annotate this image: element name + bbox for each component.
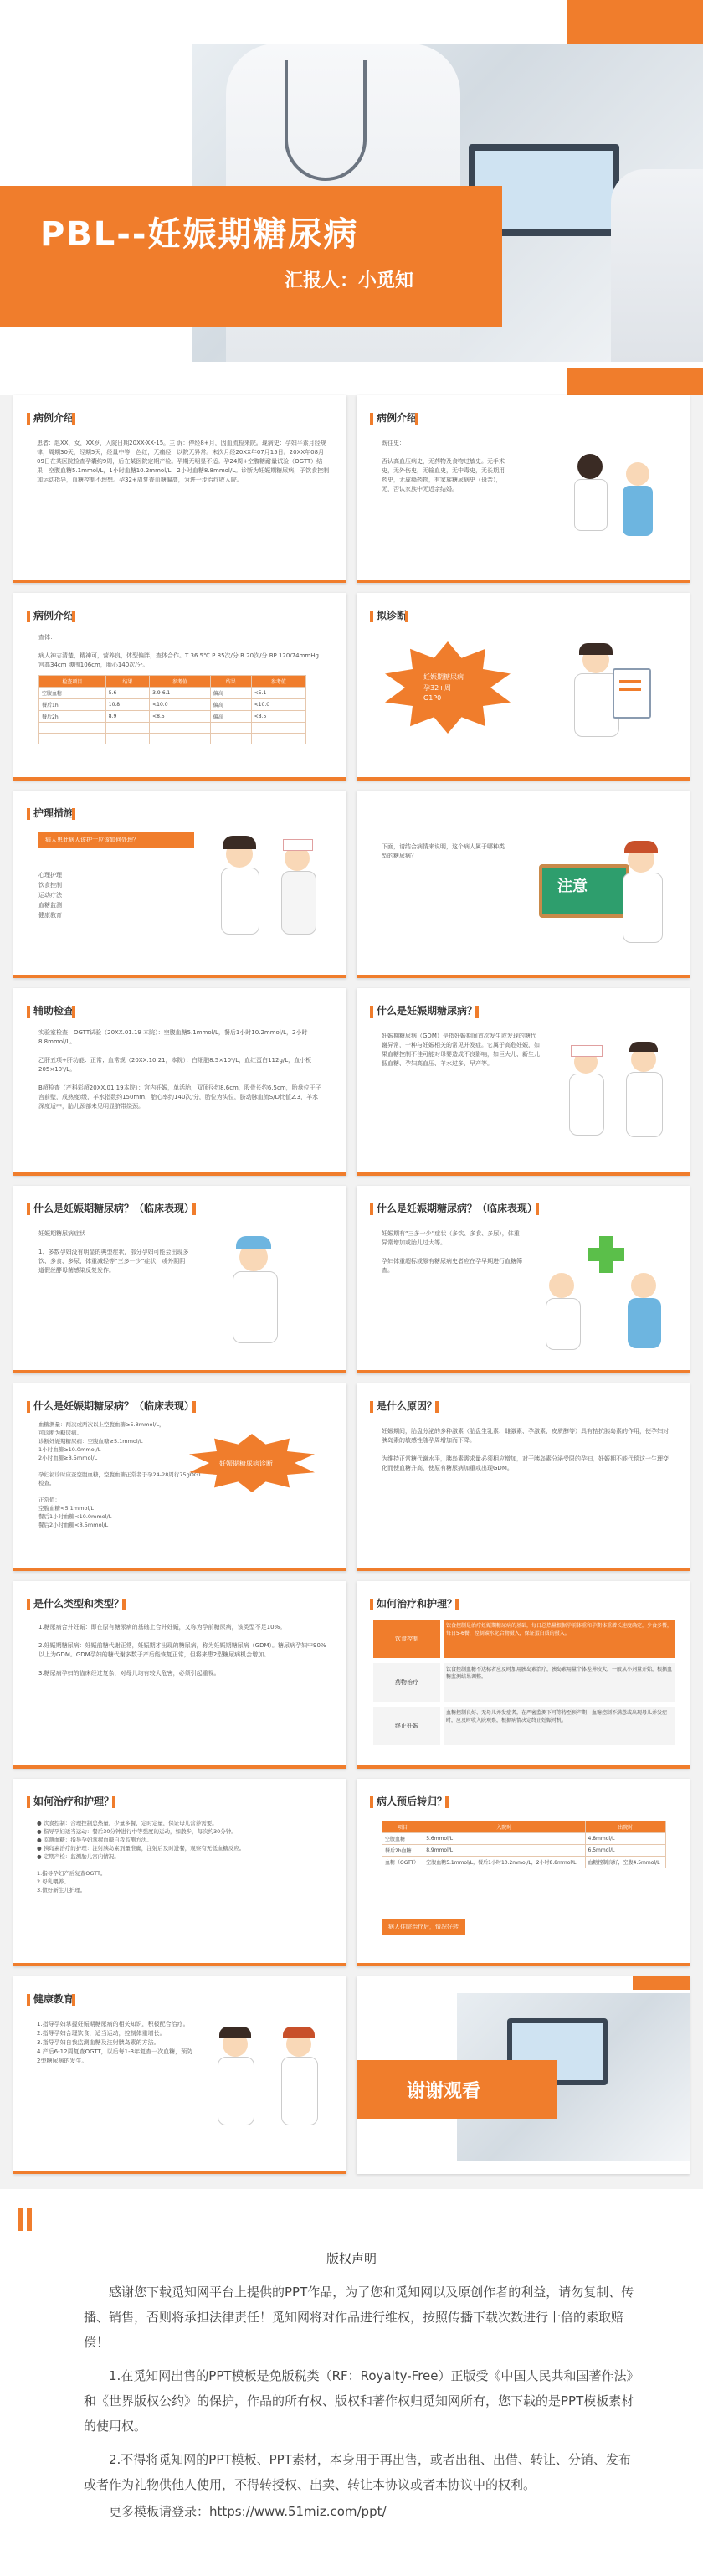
col-header: 结果 — [210, 676, 251, 688]
slide-case-intro-1 — [13, 395, 346, 583]
table-row: 餐后2h 8.9 <8.5 偏高 <8.5 — [39, 711, 306, 723]
table-row: 餐后1h 10.8 <10.0 偏高 <10.0 — [39, 699, 306, 711]
treatment-text: 血糖控制良好、无母儿并发症者，在严密监测下可等待至预产期；血糖控制不满意或出现母儿并发症时，应及时收入院观察，根据病情决定终止妊娠时机。 — [444, 1707, 675, 1745]
treatment-row — [373, 1663, 675, 1702]
slide-title: 辅助检查 — [27, 1003, 80, 1018]
bottom-bar — [357, 777, 690, 781]
slide-clinical-3 — [13, 1383, 346, 1571]
slide-title: 病例介绍 — [27, 410, 80, 425]
bottom-bar — [357, 580, 690, 583]
stethoscope — [285, 60, 367, 181]
copyright-accent — [27, 2208, 32, 2231]
cover-top-accent — [567, 0, 703, 44]
slide-text: ● 饮食控制：合理控制总热量，少量多餐，定时定量，保证母儿营养需要。 ● 指导孕妇适当运动：餐后30分钟进行中等强度的运动，如散步，每次约30分钟。 ● 监测血糖：指导孕妇掌握血糖自我监测方法。 ● 胰岛素治疗的护理：注射胰岛素剂量准确，注射后及时进餐，观察有无低血糖反应。 ● 定期产检：监测胎儿宫内情况。 1.指导孕妇产后复查OGTT。 2.母乳喂养。 3.做好新生儿护理。 — [37, 1820, 245, 1893]
slide-diagnosis — [357, 593, 690, 781]
doctor-clipboard-illustration — [566, 643, 658, 744]
slide-health-education — [13, 1976, 346, 2174]
slide-text: 既往史： 否认高血压病史，无药物及食物过敏史。无手术史，无外伤史，无输血史，无中毒史，无长期用药史，无成瘾药物，有家族糖尿病史（母亲），无，否认家族中无近亲结婚。 — [382, 440, 505, 492]
slide-clinical-2 — [357, 1186, 690, 1373]
treatment-text: 饮食控制是治疗妊娠期糖尿病的基础，每日总热量根据孕前体重和孕期体重增长速度确定，少食多餐，每日5-6餐，控制碳水化合物摄入，保证蛋白质的摄入。 — [444, 1620, 675, 1658]
bottom-bar — [357, 1370, 690, 1373]
slide-title: 是什么类型和类型？ — [27, 1596, 131, 1610]
table-row: 空腹血糖 5.6 3.9-6.1 偏高 <5.1 — [39, 688, 306, 699]
table-row: 餐后2h血糖 8.9mmol/L 6.5mmol/L — [382, 1845, 666, 1857]
thanks-text: 谢谢观看 — [407, 2081, 481, 2102]
bottom-bar — [13, 975, 346, 978]
nurses-illustration — [214, 832, 331, 958]
bottom-bar — [13, 1568, 346, 1571]
slide-case-intro-2 — [357, 395, 690, 583]
slide-text: 妊娠期糖尿病（GDM）是指妊娠期间首次发生或发现的糖代谢异常，一种与妊娠相关的常见并发症。它属于高危妊娠，如果血糖控制不佳可能对母婴造成不良影响，如巨大儿、新生儿低血糖、孕妇高血压、羊水过多、早产等。 — [382, 1033, 540, 1067]
bottom-bar — [13, 1963, 346, 1966]
slide-text: 1.糖尿病合并妊娠：即在原有糖尿病的基础上合并妊娠，又称为孕前糖尿病，该类型不足10%。 2.妊娠期糖尿病：妊娠前糖代谢正常，妊娠期才出现的糖尿病，称为妊娠期糖尿病（GDM）。糖尿病孕妇中90%以上为GDM。GDM孕妇的糖代谢多数于产后能恢复正常，但将来患2型糖尿病机会增加。 3.糖尿病孕妇的临床经过复杂，对母儿均有较大危害，必须引起重视。 — [38, 1624, 326, 1677]
measure-item: 运动疗法 — [38, 892, 62, 899]
measure-item: 心理护理 — [38, 872, 62, 878]
col-header: 结果 — [105, 676, 149, 688]
copyright-title: 版权声明 — [326, 2251, 377, 2266]
cover-title: PBL--妊娠期糖尿病 — [40, 215, 359, 254]
slide-title: 健康教育 — [27, 1991, 80, 2006]
copyright-p1: 感谢您下载觅知网平台上提供的PPT作品，为了您和觅知网以及原创作者的利益，请勿复制、传播、销售，否则将承担法律责任！觅知网将对作品进行维权，按照传播下载次数进行十倍的索取赔偿！ — [84, 2285, 634, 2350]
table-row: 血糖（OGTT） 空腹血糖5.1mmol/L，餐后1小时10.2mmol/L，2小时8.8mmol/L 血糖控制良好，空腹4.5mmol/L — [382, 1857, 666, 1868]
diagnosis-line-1: 妊娠期糖尿病 — [423, 673, 464, 681]
copyright-section — [0, 2189, 703, 2576]
slide-title: 什么是妊娠期糖尿病？（临床表现） — [27, 1201, 201, 1215]
measure-item: 健康教育 — [38, 912, 62, 919]
bottom-bar — [13, 580, 346, 583]
slide-text: 血糖测量：两次或两次以上空腹血糖≥5.8mmol/L， 可诊断为糖尿病。 诊断妊娠期糖尿病：空腹血糖≥5.1mmol/L 1小时血糖≥10.0mmol/L 2小时血糖≥8.5mmol/L 孕妇初诊时应查空腹血糖，空腹血糖正常者于孕24-28周行75gOGTT检查。 正常值： 空腹血糖<5.1mmol/L 餐后1小时血糖<10.0mmol/L 餐后2小时血糖<8.5mmol/L — [38, 1421, 205, 1528]
bottom-bar — [357, 1568, 690, 1571]
cover-slide — [0, 0, 703, 395]
cover-bottom-accent — [567, 368, 703, 395]
slide-text: 妊娠期糖尿病症状 1、多数孕妇没有明显的典型症状，部分孕妇可能会出现多饮、多食、多尿、体重减轻等“三多一少”症状，或外阴阴道假丝酵母菌感染反复发作。 — [38, 1230, 189, 1274]
slide-title: 病例介绍 — [370, 410, 423, 425]
table-row: 空腹血糖 5.6mmol/L 4.8mmol/L — [382, 1833, 666, 1845]
slide-text: 患者：赵XX，女，XX岁，入院日期20XX-XX-15。主 诉：停经8+月，因血流检来院。现病史：孕妇平素月经规律，周期30天，经期5天，经量中等，色红，无痛经，以院无异常。末次月经20XX年07月15日。20XX年08月09日在某医院检查孕囊约9周，后在某医院定期产检。孕期无明显不适。孕24周+空腹糖耐量试验（OGTT）结果：空腹血糖5.1mmol/L，1小时血糖10.2mmol/L，2小时血糖8.8mmol/L。诊断为妊娠期糖尿病，予饮食控制加运动指导，血糖控制不理想。孕32+周复查血糖偏高，为进一步治疗收入院。 — [37, 440, 330, 483]
copyright-p3: 2.不得将觅知网的PPT模板、PPT素材，本身用于再出售，或者出租、出借、转让、分销、发布或者作为礼物供他人使用，不得转授权、出卖、转让本协议或者本协议中的权利。 — [84, 2452, 631, 2492]
slide-text: 妊娠期有“三多一少”症状（多饮、多食、多尿），体重异常增加或胎儿过大等。 孕妇体重超标或原有糖尿病史者应在孕早期进行血糖筛查。 — [382, 1230, 522, 1274]
bottom-bar — [13, 777, 346, 781]
slide-title: 什么是妊娠期糖尿病？ — [370, 1003, 484, 1018]
slide-what-is-gdm — [357, 988, 690, 1176]
copyright-p2: 1.在觅知网出售的PPT模板是免版税类（RF：Royalty-Free）正版受《中国人民共和国著作法》和《世界版权公约》的保护，作品的所有权、版权和著作权归觅知网所有，您下载的是PPT模板素材的使用权。 — [84, 2368, 634, 2434]
hand — [611, 169, 703, 362]
slide-title: 什么是妊娠期糖尿病？（临床表现） — [27, 1399, 201, 1413]
medical-cross-illustration — [541, 1231, 675, 1357]
col-header: 参考值 — [251, 676, 305, 688]
table-row: 项目 入院时 出院时 — [382, 1821, 666, 1833]
slide-text: 1.指导孕妇掌握妊娠期糖尿病的相关知识，积极配合治疗。 2.指导孕妇合理饮食，适当运动，控制体重增长。 3.指导孕妇自我监测血糖及注射胰岛素的方法。 4.产后6-12周复查OGTT，以后每1-3年复查一次血糖，预防2型糖尿病的发生。 — [37, 2021, 193, 2064]
treatment-label: 药物治疗 — [373, 1663, 440, 1702]
slide-causes — [357, 1383, 690, 1571]
copyright-more-link[interactable]: 更多模板请登录：https://www.51miz.com/ppt/ — [109, 2504, 387, 2519]
burst-label: 妊娠期糖尿病诊断 — [219, 1460, 273, 1467]
bottom-bar — [13, 1765, 346, 1769]
treatment-label: 饮食控制 — [373, 1620, 440, 1658]
col-header: 检查项目 — [39, 676, 106, 688]
treatment-text: 饮食控制血糖不达标者应及时加用胰岛素治疗，胰岛素用量个体差异较大，一般从小剂量开始，根据血糖监测结果调整。 — [444, 1663, 675, 1702]
slide-types — [13, 1581, 346, 1769]
slide-question: 下面，请结合病情来说明，这个病人属于哪种类型的糖尿病？ — [382, 843, 505, 859]
copyright-accent — [18, 2208, 23, 2231]
slide-title: 护理措施 — [27, 806, 80, 820]
slide-clinical-1 — [13, 1186, 346, 1373]
table-row — [39, 723, 306, 734]
bottom-bar — [357, 1963, 690, 1966]
patient-illustration — [566, 446, 666, 554]
prognosis-table — [382, 1821, 666, 1868]
slide-text: 妊娠期间，胎盘分泌的多种激素（胎盘生乳素、雌激素、孕激素、皮质醇等）具有拮抗胰岛素的作用，使孕妇对胰岛素的敏感性随孕周增加而下降。 为维持正常糖代谢水平，胰岛素需求量必须相应增加，对于胰岛素分泌受限的孕妇，妊娠期不能代偿这一生理变化而使血糖升高，使原有糖尿病加重或出现GDM。 — [382, 1428, 669, 1471]
outcome-pill: 病人住院治疗后，情况好转 — [382, 1919, 465, 1935]
measure-item: 血糖监测 — [38, 902, 62, 909]
bottom-bar — [13, 1172, 346, 1176]
bottom-bar — [357, 1765, 690, 1769]
doctor-illustration — [223, 1233, 290, 1350]
slide-text: 查体： 病人神志清楚，精神可，营养良，体型偏胖，查体合作。T 36.5℃ P 85次/分 R 20次/分 BP 120/74mmHg 宫高34cm 腹围106cm，胎心140次/分。 — [38, 634, 319, 668]
measure-item: 饮食控制 — [38, 882, 62, 889]
slide-case-intro-3 — [13, 593, 346, 781]
thanks-top-accent — [633, 1976, 690, 1990]
diagnosis-line-2: 孕32+周 — [423, 684, 451, 692]
slide-thanks — [357, 1976, 690, 2174]
bottom-bar — [357, 975, 690, 978]
slide-title: 病例介绍 — [27, 608, 80, 622]
doctors-team-illustration — [214, 2023, 331, 2157]
question-pill: 病人患此病人该护士应该如何处理？ — [38, 832, 194, 848]
col-header: 参考值 — [150, 676, 211, 688]
notice-sign-text: 注意 — [557, 878, 588, 895]
treatment-label: 终止妊娠 — [373, 1707, 440, 1745]
diagnosis-line-3: G1P0 — [423, 694, 442, 702]
exam-table — [38, 675, 306, 744]
slide-treatment-2 — [13, 1779, 346, 1966]
bottom-bar — [357, 1172, 690, 1176]
doctors-pair-illustration — [566, 1038, 675, 1147]
slide-title: 如何治疗和护理？ — [27, 1794, 121, 1808]
bottom-bar — [13, 1370, 346, 1373]
table-row — [39, 734, 306, 744]
slide-attention — [357, 791, 690, 978]
doctor-pointing-illustration — [618, 837, 676, 955]
slide-aux-exam — [13, 988, 346, 1176]
bottom-bar — [13, 2171, 346, 2174]
slide-title: 是什么原因？ — [370, 1399, 444, 1413]
slide-text: 实验室检查：OGTT试验（20XX.01.19 本院）：空腹血糖5.1mmol/L，餐后1小时10.2mmol/L，2小时8.8mmol/L。 乙肝五项+肝功能：正常；血常规（20XX.10.21，本院）：白细胞8.5×10⁹/L，血红蛋白112g/L，血小板205×10⁹/L。 B超检查（产科彩超20XX.01.19本院）：宫内妊娠，单活胎，双顶径约8.6cm，股骨长约6.5cm，胎盘位于子宫前壁，成熟度Ⅰ级，羊水指数约150mm，胎心率约140次/分，胎位为头位，脐动脉血流S/D比值2.3，羊水深度适中，胎儿颈部未见明显脐带绕颈。 — [38, 1029, 321, 1110]
slide-title: 什么是妊娠期糖尿病？（临床表现） — [370, 1201, 544, 1215]
slide-treatment-1 — [357, 1581, 690, 1769]
slide-nursing-measures — [13, 791, 346, 978]
slide-prognosis — [357, 1779, 690, 1966]
slide-title: 拟诊断 — [370, 608, 413, 622]
treatment-row — [373, 1620, 675, 1658]
slide-title: 如何治疗和护理？ — [370, 1596, 464, 1610]
slide-title: 病人预后转归？ — [370, 1794, 454, 1808]
cover-reporter: 汇报人：小觅知 — [285, 270, 414, 291]
treatment-row — [373, 1707, 675, 1745]
